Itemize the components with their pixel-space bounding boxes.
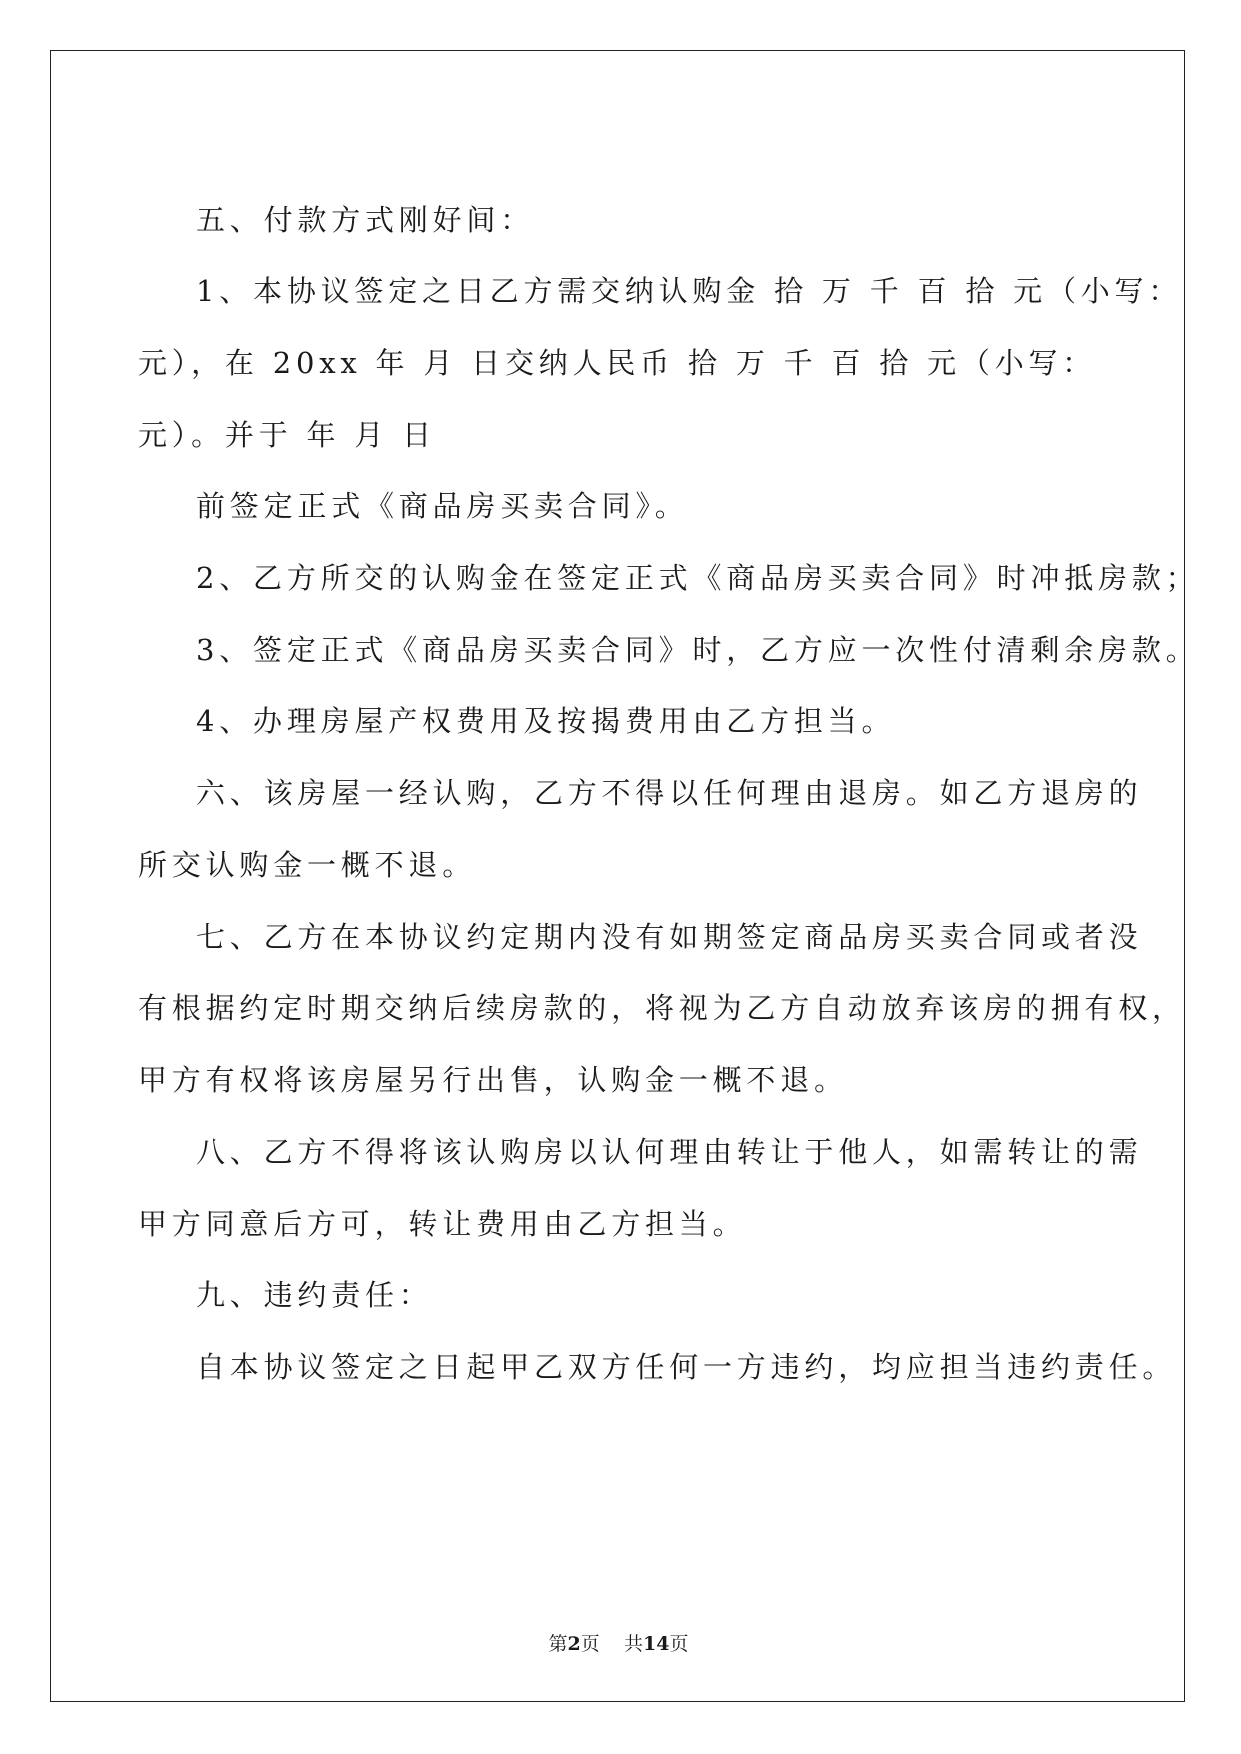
paragraph-line-9: 六、该房屋一经认购，乙方不得以任何理由退房。如乙方退房的 [196, 776, 1143, 810]
paragraph-line-3: 元），在 20xx 年 月 日交纳人民币 拾 万 千 百 拾 元（小写： [138, 346, 1097, 380]
paragraph-line-10: 所交认购金一概不退。 [138, 848, 477, 882]
paragraph-line-17: 自本协议签定之日起甲乙双方任何一方违约，均应担当违约责任。 [196, 1350, 1177, 1384]
paragraph-line-2: 1、本协议签定之日乙方需交纳认购金 拾 万 千 百 拾 元（小写： [196, 274, 1183, 308]
paragraph-line-16: 九、违约责任： [196, 1278, 433, 1312]
paragraph-line-6: 2、乙方所交的认购金在签定正式《商品房买卖合同》时冲抵房款； [196, 561, 1200, 595]
paragraph-line-1: 五、付款方式刚好间： [196, 203, 535, 237]
paragraph-line-4: 元）。并于 年 月 日 [138, 418, 436, 452]
paragraph-line-11: 七、乙方在本协议约定期内没有如期签定商品房买卖合同或者没 [196, 920, 1143, 954]
paragraph-line-7: 3、签定正式《商品房买卖合同》时，乙方应一次性付清剩余房款。 [196, 633, 1200, 667]
paragraph-line-8: 4、办理房屋产权费用及按揭费用由乙方担当。 [196, 704, 896, 738]
paragraph-line-12: 有根据约定时期交纳后续房款的，将视为乙方自动放弃该房的拥有权， [138, 991, 1186, 1025]
footer-total-unit: 页 [669, 1633, 689, 1655]
footer-page-prefix: 第 [548, 1633, 568, 1655]
footer-page-number: 2 [567, 1633, 581, 1655]
page-footer [51, 1629, 1186, 1656]
paragraph-line-5: 前签定正式《商品房买卖合同》。 [196, 489, 689, 523]
paragraph-line-14: 八、乙方不得将该认购房以认何理由转让于他人，如需转让的需 [196, 1135, 1143, 1169]
footer-total-pages: 14 [642, 1633, 670, 1655]
paragraph-line-13: 甲方有权将该房屋另行出售，认购金一概不退。 [138, 1063, 848, 1097]
footer-total-prefix: 共 [623, 1633, 643, 1655]
footer-page-unit: 页 [580, 1633, 600, 1655]
page-frame [50, 50, 1200, 1702]
paragraph-line-15: 甲方同意后方可，转让费用由乙方担当。 [138, 1207, 747, 1241]
